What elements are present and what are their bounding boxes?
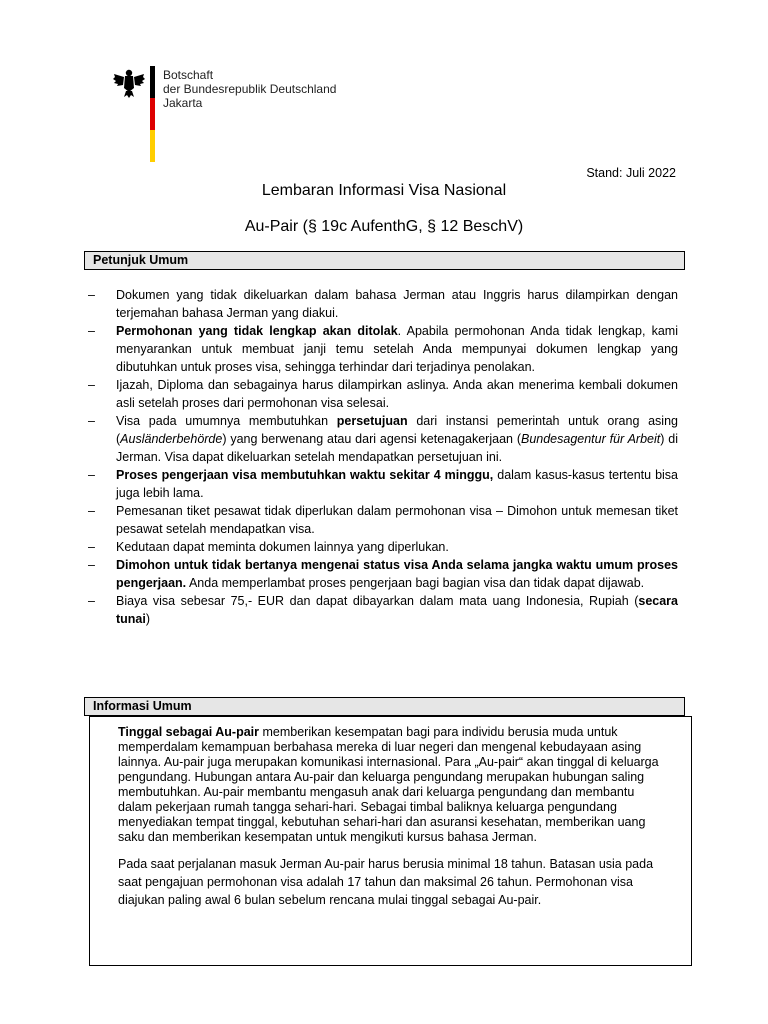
- list-item: – Dokumen yang tidak dikeluarkan dalam bahasa Jerman atau Inggris harus dilampirkan dengan terjemahan bahasa Jerman yang diakui.: [86, 286, 678, 322]
- flag-stripe-gold: [150, 130, 155, 162]
- document-title: Lembaran Informasi Visa Nasional: [261, 182, 507, 199]
- section-heading-general-instructions: Petunjuk Umum: [84, 251, 685, 270]
- list-item: – Pemesanan tiket pesawat tidak diperlukan dalam permohonan visa – Dimohon untuk memesan tiket pesawat setelah mendapatkan visa.: [86, 502, 678, 538]
- information-box: [89, 716, 692, 966]
- list-item: – Dimohon untuk tidak bertanya mengenai status visa Anda selama jangka waktu umum proses pengerjaan. Anda memperlambat proses pengerjaan bagi bagian visa dan tidak dapat dijawab.: [86, 556, 678, 592]
- eagle-icon: [112, 66, 146, 100]
- list-item: – Permohonan yang tidak lengkap akan ditolak. Apabila permohonan Anda tidak lengkap, kami menyarankan untuk membuat janji temu setelah Anda mempunyai dokumen lengkap yang dibutuhkan untuk proses visa, sehingga terhindar dari terjadinya penolakan.: [86, 322, 678, 376]
- german-flag-stripe: [150, 66, 155, 162]
- embassy-name: [163, 68, 336, 110]
- list-item: – Biaya visa sebesar 75,- EUR dan dapat dibayarkan dalam mata uang Indonesia, Rupiah (secara tunai): [86, 592, 678, 628]
- document-subtitle: Au-Pair (§ 19c AufenthG, § 12 BeschV): [244, 218, 524, 235]
- list-item: – Kedutaan dapat meminta dokumen lainnya yang diperlukan.: [86, 538, 678, 556]
- document-date: Stand: Juli 2022: [586, 166, 676, 180]
- flag-stripe-black: [150, 66, 155, 98]
- list-item: – Visa pada umumnya membutuhkan persetujuan dari instansi pemerintah untuk orang asing (Ausländerbehörde) yang berwenang atau dari agensi ketenagakerjaan (Bundesagentur für Arbeit) di Jerman. Visa dapat dikeluarkan setelah mendapatkan persetujuan ini.: [86, 412, 678, 466]
- instructions-list: [86, 286, 678, 628]
- list-item: – Ijazah, Diploma dan sebagainya harus dilampirkan aslinya. Anda akan menerima kembali dokumen asli setelah proses dari permohonan visa selesai.: [86, 376, 678, 412]
- embassy-name-line3: Jakarta: [163, 96, 203, 110]
- info-paragraph: Pada saat perjalanan masuk Jerman Au-pair harus berusia minimal 18 tahun. Batasan usia pada saat pengajuan permohonan visa adalah 17 tahun dan maksimal 26 tahun. Permohonan visa diajukan paling awal 6 bulan sebelum rencana mulai tinggal sebagai Au-pair.: [118, 857, 654, 907]
- section-heading-general-information: Informasi Umum: [84, 697, 685, 716]
- info-paragraph: Tinggal sebagai Au-pair memberikan kesempatan bagi para individu berusia muda untuk memperdalam kemampuan berbahasa mereka di luar negeri dan mengenal kebudayaan asing lainnya. Au-pair juga merupakan komunikasi internasional. Para „Au-pair“ akan tinggal di keluarga pengundang. Hubungan antara Au-pair dan keluarga pengundang merupakan hubungan saling membutuhkan. Au-pair membantu mengasuh anak dari keluarga pengundang dan membantu dalam pekerjaan rumah tangga sehari-hari. Sebagai timbal baliknya keluarga pengundang menyediakan tempat tinggal, kebutuhan sehari-hari dan asuransi kesehatan, memberikan uang saku dan memberikan kesempatan untuk mengikuti kursus bahasa Jerman.: [118, 725, 659, 844]
- embassy-name-line2: der Bundesrepublik Deutschland: [163, 82, 337, 96]
- flag-stripe-red: [150, 98, 155, 130]
- embassy-name-line1: Botschaft: [163, 68, 214, 82]
- list-item: – Proses pengerjaan visa membutuhkan waktu sekitar 4 minggu, dalam kasus-kasus tertentu bisa juga lebih lama.: [86, 466, 678, 502]
- embassy-logo: [112, 66, 152, 166]
